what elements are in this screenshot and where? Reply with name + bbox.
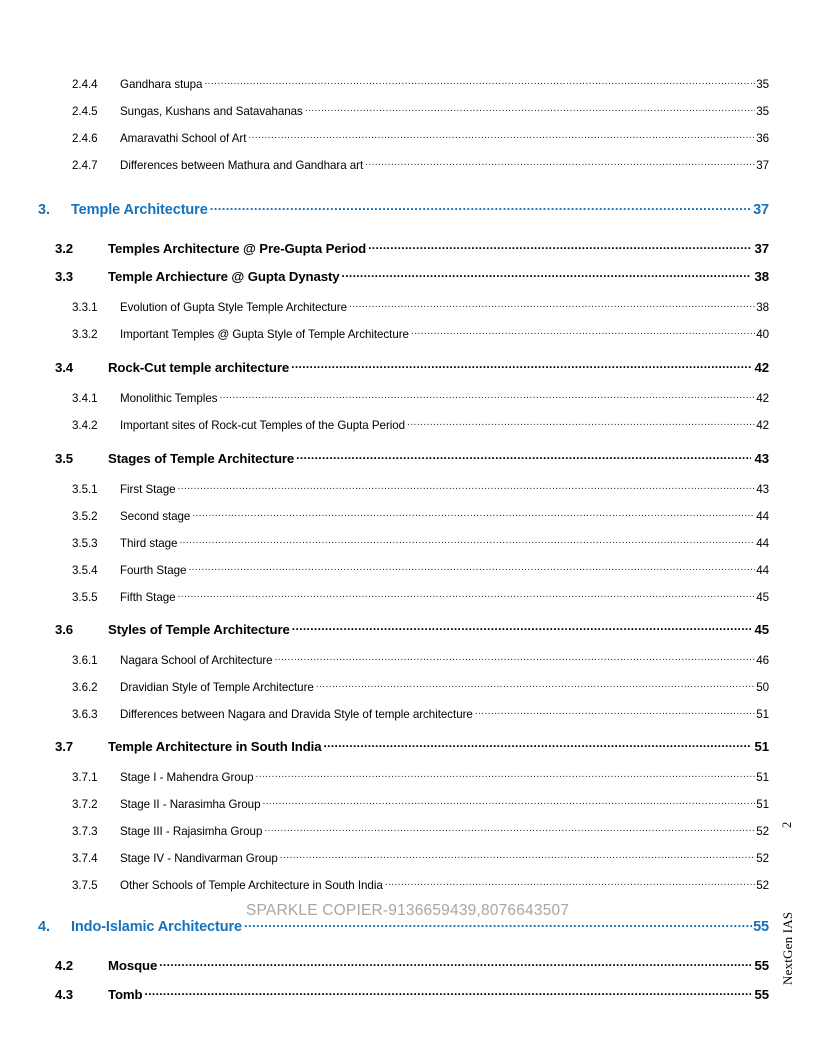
side-page-number: 2 bbox=[780, 821, 794, 828]
toc-entry-page-number: 42 bbox=[756, 391, 769, 405]
toc-entry-title: Second stage bbox=[120, 509, 191, 523]
toc-entry[interactable] bbox=[0, 326, 816, 341]
toc-entry-number: 3.3 bbox=[55, 269, 74, 285]
toc-entry-title: Monolithic Temples bbox=[120, 391, 218, 405]
toc-entry-page-number: 52 bbox=[756, 878, 769, 892]
toc-entry-title: Important Temples @ Gupta Style of Temple Architecture bbox=[120, 327, 409, 341]
toc-entry[interactable] bbox=[0, 562, 816, 577]
toc-leader-dots bbox=[368, 240, 750, 253]
toc-entry-number: 3.5.5 bbox=[72, 590, 98, 604]
toc-leader-dots bbox=[178, 589, 756, 601]
toc-entry-number: 3.7.1 bbox=[72, 770, 98, 784]
toc-entry[interactable] bbox=[0, 268, 816, 284]
toc-leader-dots bbox=[407, 417, 755, 429]
toc-entry[interactable] bbox=[0, 417, 816, 432]
toc-entry-number: 3.4.1 bbox=[72, 391, 98, 405]
toc-entry[interactable] bbox=[0, 130, 816, 145]
toc-entry[interactable] bbox=[0, 986, 816, 1002]
toc-entry-number: 3.4.2 bbox=[72, 418, 98, 432]
toc-entry-title: Stage III - Rajasimha Group bbox=[120, 824, 263, 838]
toc-entry-title: Dravidian Style of Temple Architecture bbox=[120, 680, 314, 694]
toc-entry-page-number: 42 bbox=[754, 360, 769, 376]
toc-leader-dots bbox=[280, 850, 755, 862]
toc-entry-page-number: 55 bbox=[754, 958, 769, 974]
toc-entry[interactable] bbox=[0, 157, 816, 172]
toc-entry[interactable] bbox=[0, 299, 816, 314]
toc-entry[interactable] bbox=[0, 359, 816, 375]
toc-entry-title: Third stage bbox=[120, 536, 178, 550]
toc-entry[interactable] bbox=[0, 76, 816, 91]
toc-entry-page-number: 51 bbox=[756, 797, 769, 811]
toc-leader-dots bbox=[305, 103, 755, 115]
toc-entry-page-number: 46 bbox=[756, 653, 769, 667]
toc-entry-title: Important sites of Rock-cut Temples of the Gupta Period bbox=[120, 418, 406, 432]
toc-leader-dots bbox=[323, 738, 750, 751]
toc-entry-number: 3.5.4 bbox=[72, 563, 98, 577]
toc-entry[interactable] bbox=[0, 823, 816, 838]
toc-entry-number: 3.5.3 bbox=[72, 536, 98, 550]
toc-entry-page-number: 35 bbox=[756, 104, 769, 118]
toc-leader-dots bbox=[262, 796, 755, 808]
toc-leader-dots bbox=[411, 326, 755, 338]
toc-leader-dots bbox=[264, 823, 755, 835]
toc-entry-page-number: 40 bbox=[756, 327, 769, 341]
toc-leader-dots bbox=[256, 769, 756, 781]
toc-leader-dots bbox=[210, 199, 752, 214]
watermark-text: SPARKLE COPIER-9136659439,8076643507 bbox=[246, 902, 570, 919]
toc-entry[interactable] bbox=[0, 589, 816, 604]
toc-entry-number: 3.5.2 bbox=[72, 509, 98, 523]
toc-leader-dots bbox=[296, 450, 750, 463]
toc-leader-dots bbox=[291, 359, 750, 372]
toc-leader-dots bbox=[342, 268, 751, 281]
toc-entry-number: 3.6.2 bbox=[72, 680, 98, 694]
toc-entry-title: Temple Architecture in South India bbox=[108, 739, 322, 755]
toc-entry-number: 3.4 bbox=[55, 360, 74, 376]
toc-entry-title: Gandhara stupa bbox=[120, 77, 203, 91]
toc-entry-page-number: 38 bbox=[756, 300, 769, 314]
toc-entry-number: 2.4.5 bbox=[72, 104, 98, 118]
toc-entry-number: 3.6 bbox=[55, 622, 74, 638]
toc-entry-number: 2.4.7 bbox=[72, 158, 98, 172]
toc-entry[interactable] bbox=[0, 535, 816, 550]
toc-leader-dots bbox=[275, 652, 756, 664]
toc-entry-page-number: 50 bbox=[756, 680, 769, 694]
toc-entry[interactable] bbox=[0, 706, 816, 721]
toc-entry-page-number: 55 bbox=[754, 987, 769, 1003]
toc-entry-page-number: 37 bbox=[753, 201, 769, 218]
toc-entry-title: Differences between Mathura and Gandhara art bbox=[120, 158, 364, 172]
toc-entry-page-number: 51 bbox=[756, 770, 769, 784]
toc-entry[interactable] bbox=[0, 957, 816, 973]
toc-entry-page-number: 51 bbox=[756, 707, 769, 721]
toc-leader-dots bbox=[316, 679, 755, 691]
toc-entry-number: 3.7.5 bbox=[72, 878, 98, 892]
toc-entry-page-number: 42 bbox=[756, 418, 769, 432]
toc-leader-dots bbox=[179, 535, 755, 547]
toc-leader-dots bbox=[145, 986, 751, 999]
toc-entry-title: Evolution of Gupta Style Temple Architecture bbox=[120, 300, 348, 314]
toc-entry-number: 3.7 bbox=[55, 739, 74, 755]
toc-entry-page-number: 35 bbox=[756, 77, 769, 91]
toc-entry-title: Rock-Cut temple architecture bbox=[108, 360, 290, 376]
toc-entry-number: 2.4.6 bbox=[72, 131, 98, 145]
toc-entry-title: First Stage bbox=[120, 482, 176, 496]
toc-entry-page-number: 52 bbox=[756, 824, 769, 838]
toc-entry-page-number: 44 bbox=[756, 536, 769, 550]
toc-entry-number: 4.2 bbox=[55, 958, 74, 974]
toc-entry-page-number: 51 bbox=[754, 739, 769, 755]
toc-entry[interactable] bbox=[0, 450, 816, 466]
toc-entry[interactable] bbox=[0, 481, 816, 496]
toc-leader-dots bbox=[385, 877, 755, 889]
toc-entry-number: 3.5.1 bbox=[72, 482, 98, 496]
toc-leader-dots bbox=[292, 621, 751, 634]
toc-entry[interactable] bbox=[0, 652, 816, 667]
toc-entry[interactable] bbox=[0, 769, 816, 784]
toc-entry-title: Stage II - Narasimha Group bbox=[120, 797, 261, 811]
toc-entry-title: Fourth Stage bbox=[120, 563, 187, 577]
toc-entry-number: 3.6.1 bbox=[72, 653, 98, 667]
toc-entry-page-number: 43 bbox=[756, 482, 769, 496]
toc-leader-dots bbox=[204, 76, 755, 88]
toc-entry-title: Amaravathi School of Art bbox=[120, 131, 247, 145]
toc-entry[interactable] bbox=[0, 850, 816, 865]
toc-entry-number: 3.3.1 bbox=[72, 300, 98, 314]
toc-entry-page-number: 38 bbox=[754, 269, 769, 285]
toc-entry-number: 3.7.2 bbox=[72, 797, 98, 811]
toc-entry-number: 4. bbox=[38, 918, 50, 935]
toc-entry-number: 3.5 bbox=[55, 451, 74, 467]
toc-entry-number: 3.6.3 bbox=[72, 707, 98, 721]
toc-entry-number: 3.7.3 bbox=[72, 824, 98, 838]
toc-leader-dots bbox=[248, 130, 755, 142]
toc-leader-dots bbox=[365, 157, 755, 169]
toc-entry-title: Stages of Temple Architecture bbox=[108, 451, 295, 467]
toc-entry-page-number: 55 bbox=[753, 918, 769, 935]
toc-entry-page-number: 36 bbox=[756, 131, 769, 145]
toc-entry-title: Temples Architecture @ Pre-Gupta Period bbox=[108, 241, 367, 257]
toc-entry-title: Nagara School of Architecture bbox=[120, 653, 273, 667]
toc-entry-page-number: 37 bbox=[756, 158, 769, 172]
toc-entry-number: 3.3.2 bbox=[72, 327, 98, 341]
toc-entry-number: 3. bbox=[38, 201, 50, 218]
toc-entry-page-number: 44 bbox=[756, 509, 769, 523]
toc-entry-title: Stage I - Mahendra Group bbox=[120, 770, 254, 784]
toc-entry[interactable] bbox=[0, 877, 816, 892]
toc-entry[interactable] bbox=[0, 508, 816, 523]
toc-entry-page-number: 45 bbox=[756, 590, 769, 604]
toc-leader-dots bbox=[159, 957, 750, 970]
toc-entry-number: 2.4.4 bbox=[72, 77, 98, 91]
toc-entry-page-number: 37 bbox=[754, 241, 769, 257]
toc-leader-dots bbox=[192, 508, 755, 520]
toc-entry-title: Fifth Stage bbox=[120, 590, 176, 604]
toc-entry-title: Tomb bbox=[108, 987, 143, 1003]
toc-leader-dots bbox=[178, 481, 756, 493]
toc-entry-number: 3.7.4 bbox=[72, 851, 98, 865]
toc-leader-dots bbox=[188, 562, 755, 574]
toc-entry-title: Sungas, Kushans and Satavahanas bbox=[120, 104, 303, 118]
toc-entry[interactable] bbox=[0, 679, 816, 694]
toc-entry[interactable] bbox=[0, 240, 816, 256]
toc-entry-page-number: 52 bbox=[756, 851, 769, 865]
toc-leader-dots bbox=[475, 706, 755, 718]
toc-entry[interactable] bbox=[0, 621, 816, 637]
toc-entry-title: Styles of Temple Architecture bbox=[108, 622, 290, 638]
toc-entry[interactable] bbox=[0, 390, 816, 405]
toc-entry-page-number: 45 bbox=[754, 622, 769, 638]
toc-entry-title: Indo-Islamic Architecture bbox=[71, 918, 243, 935]
toc-entry-title: Other Schools of Temple Architecture in South India bbox=[120, 878, 383, 892]
toc-entry-number: 3.2 bbox=[55, 241, 74, 257]
toc-leader-dots bbox=[349, 299, 755, 311]
side-footer-label: NextGen IAS bbox=[780, 911, 795, 985]
toc-entry[interactable] bbox=[0, 738, 816, 754]
toc-entry-title: Differences between Nagara and Dravida Style of temple architecture bbox=[120, 707, 473, 721]
toc-entry[interactable] bbox=[0, 103, 816, 118]
toc-entry-title: Temple Architecture bbox=[71, 201, 208, 218]
toc-entry-number: 4.3 bbox=[55, 987, 74, 1003]
toc-entry-title: Mosque bbox=[108, 958, 158, 974]
toc-entry[interactable] bbox=[0, 796, 816, 811]
toc-entry-title: Temple Archiecture @ Gupta Dynasty bbox=[108, 269, 340, 285]
toc-entry-page-number: 43 bbox=[754, 451, 769, 467]
toc-leader-dots bbox=[219, 390, 755, 402]
toc-entry-page-number: 44 bbox=[756, 563, 769, 577]
toc-entry-title: Stage IV - Nandivarman Group bbox=[120, 851, 278, 865]
toc-entry[interactable] bbox=[0, 199, 816, 218]
